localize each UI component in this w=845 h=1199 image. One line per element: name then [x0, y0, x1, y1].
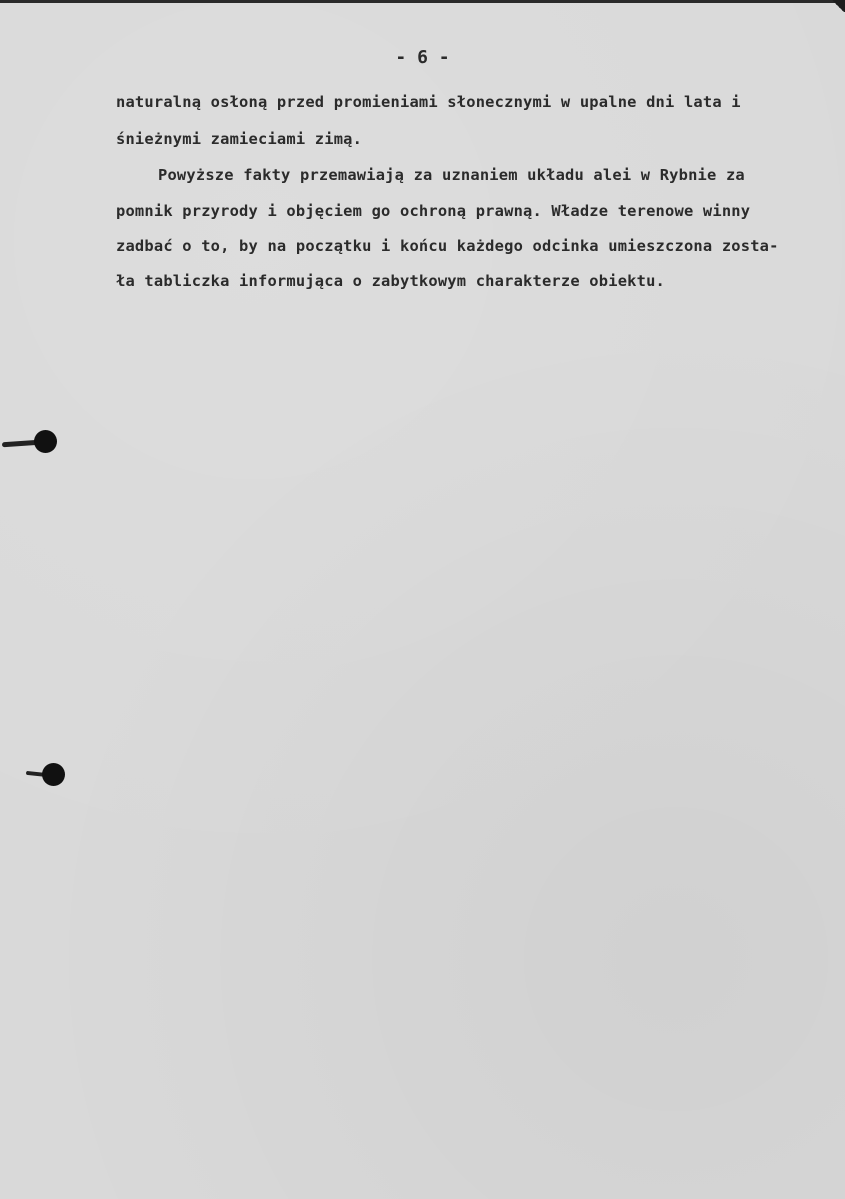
- body-line-2: śnieżnymi zamieciami zimą.: [116, 130, 363, 148]
- punch-hole-bottom: [42, 763, 65, 786]
- scan-top-edge: [0, 0, 845, 3]
- body-line-6: ła tabliczka informująca o zabytkowym charakterze obiektu.: [116, 272, 666, 290]
- page-number: - 6 -: [395, 47, 450, 68]
- body-line-3: Powyższe fakty przemawiają za uznaniem układu alei w Rybnie za: [158, 166, 745, 184]
- body-line-5: zadbać o to, by na początku i końcu każdego odcinka umieszczona zosta-: [116, 237, 779, 255]
- punch-hole-top: [34, 430, 57, 453]
- scan-corner: [831, 0, 845, 12]
- body-line-4: pomnik przyrody i objęciem go ochroną prawną. Władze terenowe winny: [116, 202, 751, 220]
- body-line-1: naturalną osłoną przed promieniami słonecznymi w upalne dni lata i: [116, 93, 741, 111]
